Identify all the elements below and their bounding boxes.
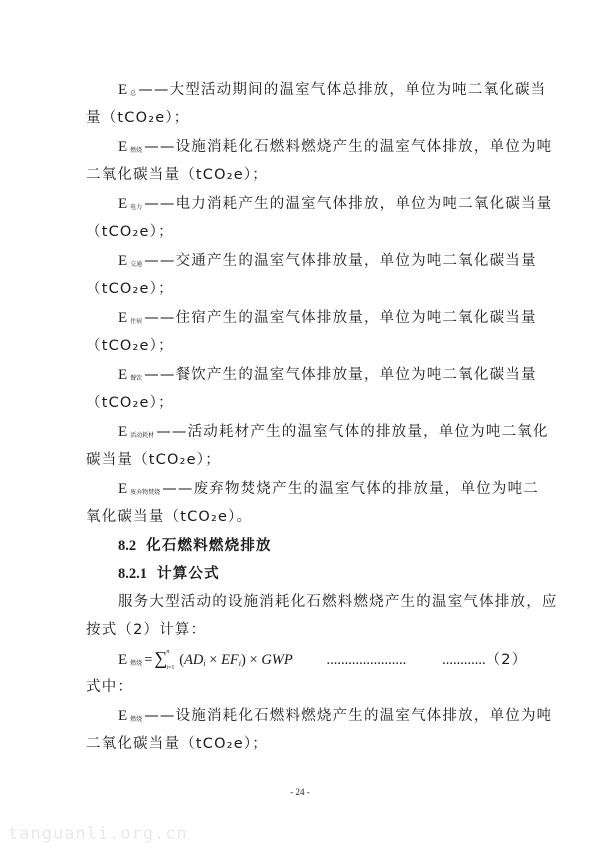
definition-line: 量（tCO₂e）； xyxy=(86,110,190,126)
definition-line: E交通 ——交通产生的温室气体排放量，单位为吨二氧化碳当量 xyxy=(118,253,537,269)
watermark-text: tanguanli.org.cn xyxy=(8,824,188,844)
definition-line: E电力 ——电力消耗产生的温室气体排放，单位为吨二氧化碳当量 xyxy=(118,196,553,212)
definition-line: （tCO₂e）； xyxy=(86,395,174,411)
definition-line: （tCO₂e）； xyxy=(86,224,174,240)
page-number: - 24 - xyxy=(290,787,310,797)
definition-line: E活动耗材 ——活动耗材产生的温室气体的排放量，单位为吨二氧化 xyxy=(118,424,549,440)
definition-line: E燃烧 ——设施消耗化石燃料燃烧产生的温室气体排放，单位为吨 xyxy=(118,708,553,724)
paragraph-line: 按式（2）计算： xyxy=(86,622,207,638)
definition-line: E总 ——大型活动期间的温室气体总排放，单位为吨二氧化碳当 xyxy=(118,82,547,98)
definition-line: （tCO₂e）； xyxy=(86,281,174,297)
definition-line: 二氧化碳当量（tCO₂e）； xyxy=(86,736,269,752)
definition-line: E燃烧 ——设施消耗化石燃料燃烧产生的温室气体排放，单位为吨 xyxy=(118,139,553,155)
formula: E燃烧 = ∑ n i=1 (ADi × EFi) × GWP ...................... ............（2） xyxy=(118,648,528,671)
definition-line: 二氧化碳当量（tCO₂e）； xyxy=(86,167,269,183)
subsection-heading: 8.2.1 计算公式 xyxy=(118,566,220,582)
definition-line: （tCO₂e）； xyxy=(86,338,174,354)
definition-line: E餐饮 ——餐饮产生的温室气体排放量，单位为吨二氧化碳当量 xyxy=(118,367,537,383)
sum-symbol: ∑ n i=1 xyxy=(154,648,175,671)
section-heading: 8.2 化石燃料燃烧排放 xyxy=(118,538,272,554)
definition-line: E住宿 ——住宿产生的温室气体排放量，单位为吨二氧化碳当量 xyxy=(118,310,537,326)
definition-line: 碳当量（tCO₂e）； xyxy=(86,452,221,468)
definition-line: E废弃物焚烧 ——废弃物焚烧产生的温室气体的排放量，单位为吨二 xyxy=(118,481,539,497)
definition-line: 氧化碳当量（tCO₂e）。 xyxy=(86,509,253,525)
where-label: 式中： xyxy=(86,679,134,695)
paragraph-line: 服务大型活动的设施消耗化石燃料燃烧产生的温室气体排放，应 xyxy=(118,594,558,610)
